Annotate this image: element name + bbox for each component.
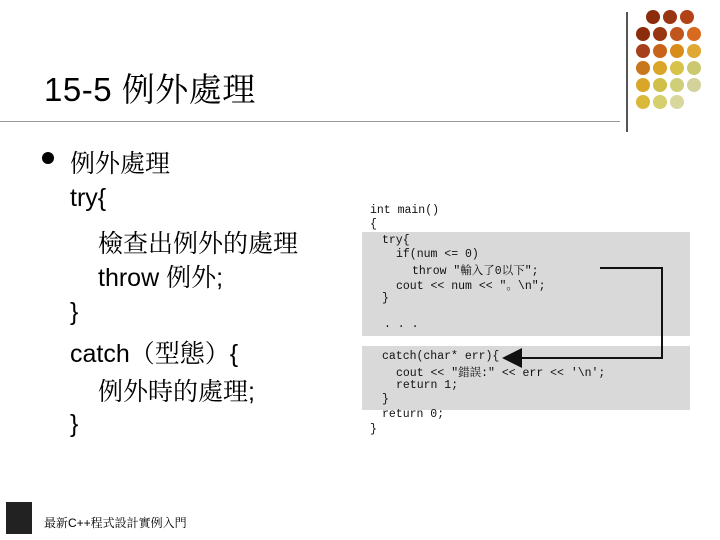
dot-icon: [687, 27, 701, 41]
header-divider-horizontal: [0, 121, 620, 122]
dot-icon: [653, 78, 667, 92]
code-text-line: return 0;: [382, 408, 445, 421]
code-line: }: [70, 298, 79, 326]
flow-arrow: [362, 200, 692, 440]
dot-icon: [670, 27, 684, 41]
dot-icon: [670, 78, 684, 92]
code-text-line: {: [370, 218, 377, 231]
slide-title: 15-5 例外處理: [44, 71, 256, 108]
dot-icon: [653, 95, 667, 109]
dot-icon: [636, 95, 650, 109]
bullet-heading: 例外處理: [70, 150, 171, 178]
dot-icon: [687, 61, 701, 75]
code-text-line: }: [382, 393, 389, 406]
dot-icon: [687, 44, 701, 58]
dot-icon: [653, 44, 667, 58]
code-text-line: throw "輸入了0以下";: [412, 265, 539, 278]
dot-icon: [653, 27, 667, 41]
code-text-line: int main(): [370, 204, 440, 217]
code-text-line: cout << "錯誤:" << err << '\n';: [396, 367, 606, 380]
code-text-line: cout << num << "。\n";: [396, 280, 546, 293]
dot-icon: [646, 10, 660, 24]
dot-icon: [636, 78, 650, 92]
code-text-line: if(num <= 0): [396, 248, 479, 261]
code-text-line: . . .: [384, 318, 419, 331]
footer-text: 最新C++程式設計實例入門: [44, 516, 187, 530]
code-line: 例外時的處理;: [98, 378, 255, 406]
code-text-line: }: [382, 292, 389, 305]
dot-icon: [670, 61, 684, 75]
code-line: }: [70, 410, 79, 438]
code-line: throw 例外;: [98, 264, 224, 292]
dot-icon: [636, 44, 650, 58]
code-line: catch（型態）{: [70, 340, 239, 368]
code-line: 檢查出例外的處理: [98, 230, 299, 258]
dot-icon: [680, 10, 694, 24]
dot-icon: [663, 10, 677, 24]
code-text-line: catch(char* err){: [382, 350, 500, 363]
dot-icon: [670, 44, 684, 58]
bullet-icon: [42, 152, 54, 164]
header-divider-vertical: [626, 12, 628, 132]
dot-icon: [636, 61, 650, 75]
dot-icon: [653, 61, 667, 75]
code-text-line: try{: [382, 234, 410, 247]
decorative-dot-grid: [636, 10, 720, 130]
code-text-line: }: [370, 423, 377, 436]
dot-icon: [670, 95, 684, 109]
dot-icon: [687, 78, 701, 92]
code-text-line: return 1;: [396, 379, 459, 392]
code-line: try{: [70, 184, 107, 212]
code-figure: [362, 200, 692, 440]
book-logo-icon: [6, 502, 32, 534]
dot-icon: [636, 27, 650, 41]
